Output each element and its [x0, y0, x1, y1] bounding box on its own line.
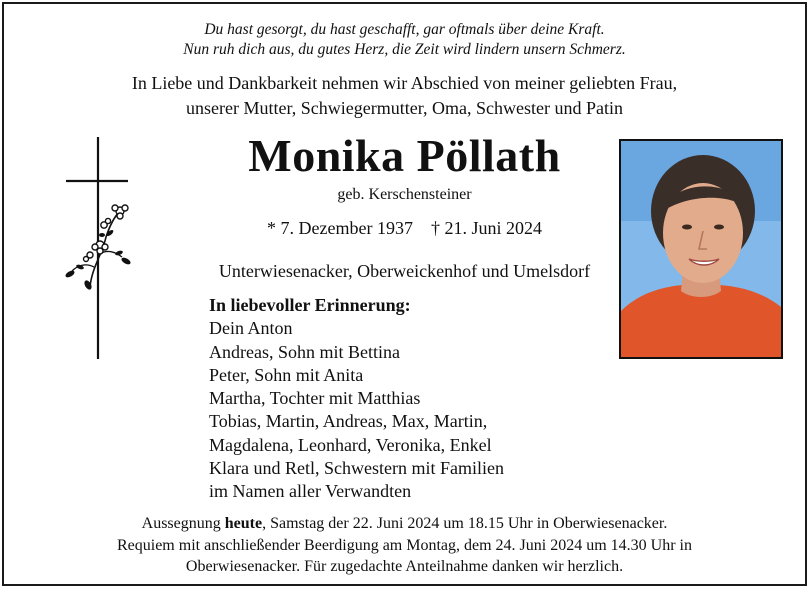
- family-line: Martha, Tochter mit Matthias: [209, 388, 421, 409]
- intro-text: [4, 71, 805, 121]
- family-line: Dein Anton: [209, 318, 293, 339]
- family-line: Peter, Sohn mit Anita: [209, 364, 364, 385]
- portrait-photo: [619, 139, 783, 359]
- family-list: [209, 294, 504, 504]
- service-line-1-post: , Samstag der 22. Juni 2024 um 18.15 Uhr in Oberwiesenacker.: [262, 515, 668, 532]
- service-info: [4, 513, 805, 578]
- poem-line-2: Nun ruh dich aus, du gutes Herz, die Zeit wird lindern unsern Schmerz.: [183, 41, 626, 58]
- birth-name: geb. Kerschensteiner: [337, 186, 472, 203]
- poem-line-1: Du hast gesorgt, du hast geschafft, gar oftmals über deine Kraft.: [204, 21, 605, 38]
- family-line: Klara und Retl, Schwestern mit Familien: [209, 458, 504, 479]
- poem: [4, 20, 805, 60]
- service-line-3: Oberwiesenacker. Für zugedachte Anteilnahme danken wir herzlich.: [185, 558, 624, 575]
- life-dates: * 7. Dezember 1937 † 21. Juni 2024: [267, 218, 542, 238]
- intro-line-2: unserer Mutter, Schwiegermutter, Oma, Schwester und Patin: [186, 98, 623, 118]
- family-line: Tobias, Martin, Andreas, Max, Martin,: [209, 411, 488, 432]
- service-line-1: [4, 513, 805, 535]
- intro-line-1: In Liebe und Dankbarkeit nehmen wir Abschied von meiner geliebten Frau,: [131, 73, 678, 93]
- obituary-card: [2, 2, 807, 586]
- family-line: im Namen aller Verwandten: [209, 481, 412, 502]
- service-line-1-pre: Aussegnung: [141, 515, 225, 532]
- deceased-name: Monika Pöllath: [248, 130, 561, 181]
- service-line-2: Requiem mit anschließender Beerdigung am Montag, dem 24. Juni 2024 um 14.30 Uhr in: [116, 536, 692, 554]
- family-heading: In liebevoller Erinnerung:: [209, 295, 411, 315]
- service-line-1-bold: heute: [224, 515, 263, 532]
- family-line: Andreas, Sohn mit Bettina: [209, 341, 400, 362]
- places: Unterwiesenacker, Oberweickenhof und Umelsdorf: [218, 261, 591, 281]
- family-line: Magdalena, Leonhard, Veronika, Enkel: [209, 434, 492, 455]
